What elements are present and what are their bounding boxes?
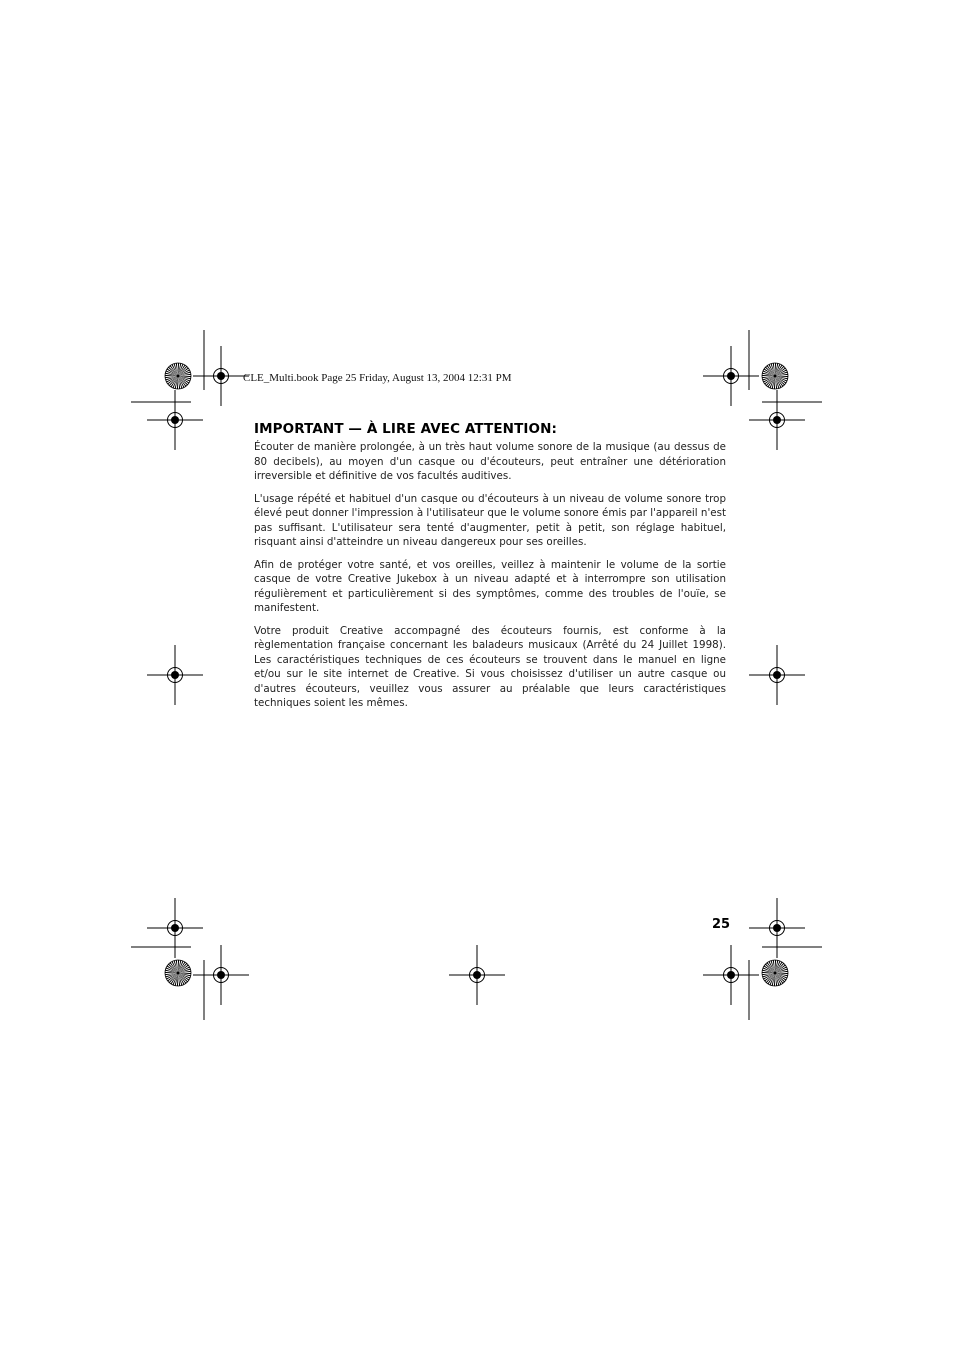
registration-mark-icon [449, 945, 505, 1005]
registration-mark-icon [147, 645, 203, 705]
paragraph: Afin de protéger votre santé, et vos oreilles, veillez à maintenir le volume de la sortie casque de votre Creative Jukebox à un niveau adapté et à interrompre son utilisation régulièrement et particulièrement si des symptômes, comme des troubles de l'ouïe, se manifestent. [254, 558, 726, 614]
document-body [254, 421, 726, 719]
registration-mark-icon [703, 945, 759, 1005]
registration-mark-icon [147, 898, 203, 958]
star-target-icon [165, 960, 191, 986]
registration-mark-icon [703, 346, 759, 406]
star-target-icon [165, 363, 191, 389]
registration-mark-icon [147, 390, 203, 450]
registration-mark-icon [749, 898, 805, 958]
star-target-icon [762, 960, 788, 986]
paragraph: Votre produit Creative accompagné des écouteurs fournis, est conforme à la règlementation française concernant les baladeurs musicaux (Arrêté du 24 Juillet 1998). Les caractéristiques techniques de ces écouteurs se trouvent dans le manuel en ligne et/ou sur le site internet de Creative. Si vous choisissez d'utiliser un autre casque ou d'autres écouteurs, veuillez vous assurer au préalable que leurs caractéristiques techniques soient les mêmes. [254, 624, 726, 709]
star-target-icon [762, 363, 788, 389]
registration-mark-icon [749, 645, 805, 705]
page-number: 25 [712, 917, 731, 932]
registration-mark-icon [193, 945, 249, 1005]
paragraph: L'usage répété et habituel d'un casque ou d'écouteurs à un niveau de volume sonore trop élevé peut donner l'impression à l'utilisateur que le volume sonore émis par l'appareil n'est pas suffisant. L'utilisateur sera tenté d'augmenter, petit à petit, son réglage habituel, risquant ainsi d'atteindre un niveau dangereux pour ses oreilles. [254, 492, 727, 548]
section-heading: IMPORTANT — À LIRE AVEC ATTENTION: [254, 421, 557, 437]
registration-mark-icon [749, 390, 805, 450]
paragraph: Écouter de manière prolongée, à un très haut volume sonore de la musique (au dessus de 80 decibels), au moyen d'un casque ou d'écouteurs, peut entraîner une détérioration irreversible et définitive de vos facultés auditives. [254, 441, 726, 482]
slug-line: CLE_Multi.book Page 25 Friday, August 13, 2004 12:31 PM [243, 372, 512, 384]
registration-mark-icon [193, 346, 249, 406]
